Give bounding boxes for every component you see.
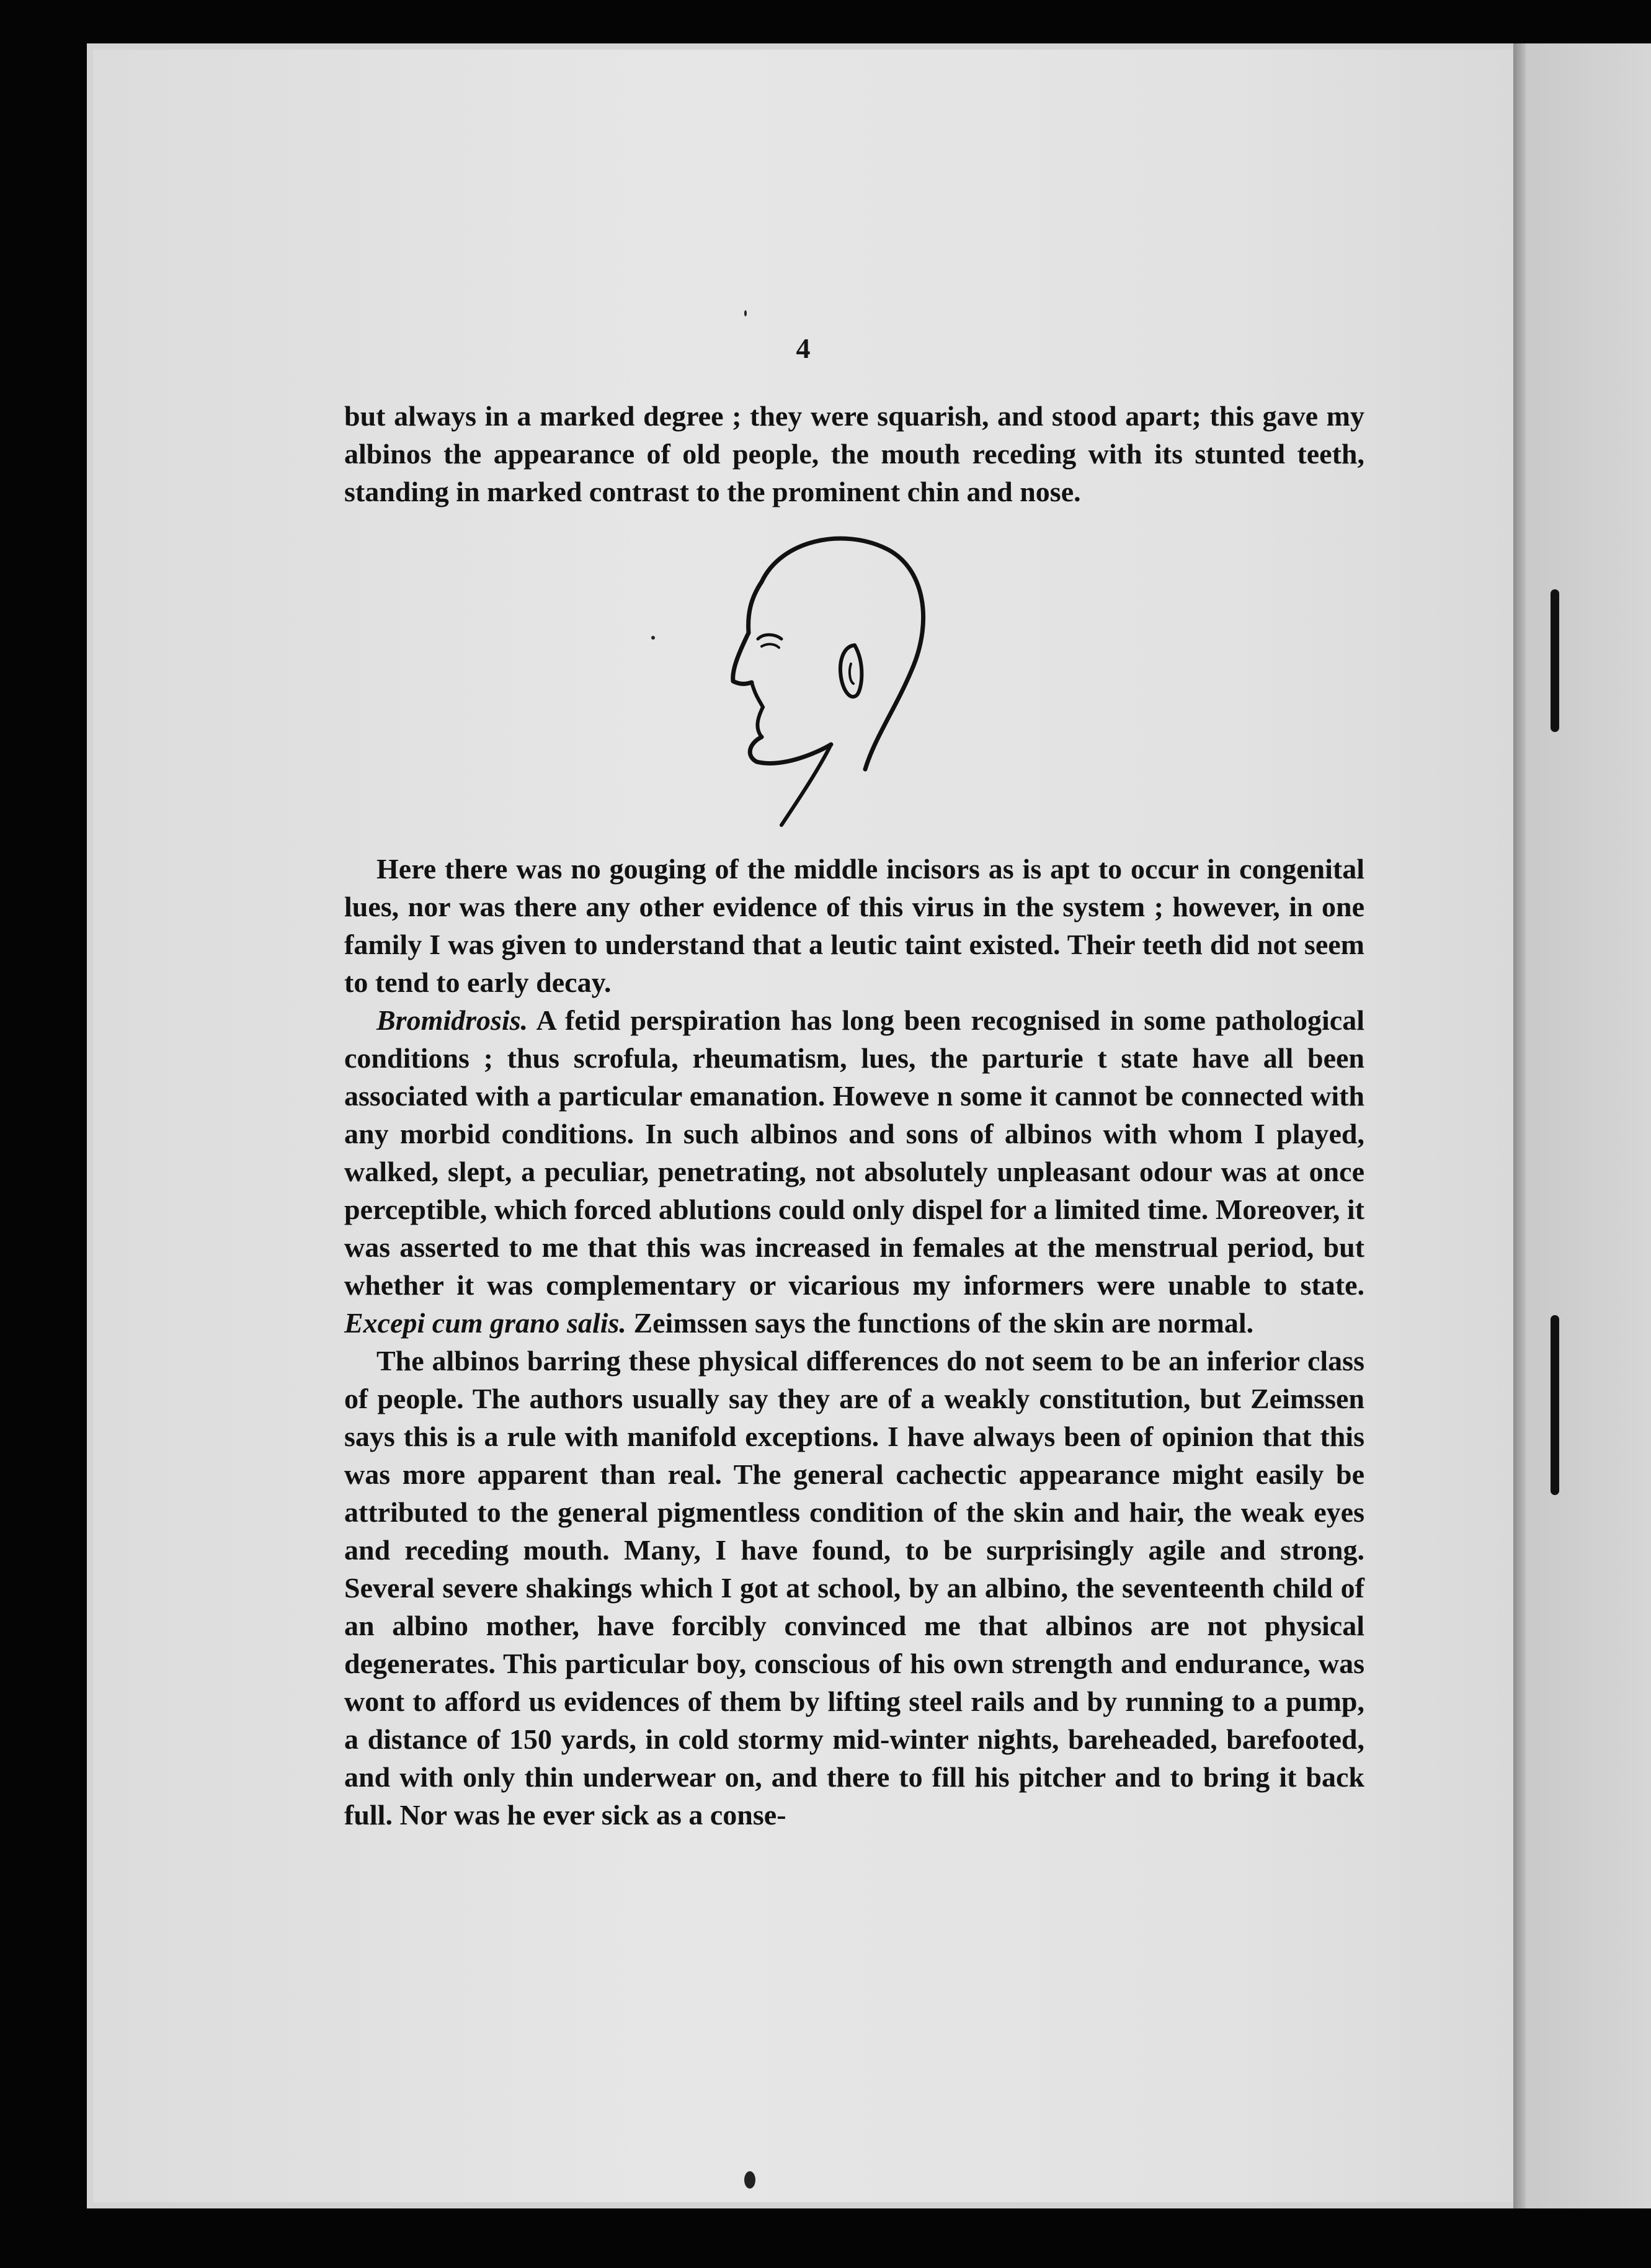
paragraph-bromidrosis [344, 1001, 1364, 1342]
scan-speck [744, 2171, 755, 2189]
book-page [93, 50, 1513, 2202]
top-paragraph: but always in a marked degree ; they were squarish, and stood apart; this gave my albinos the appearance of old people, the mouth receding with its stunted teeth, standing in marked contrast to the prominent chin and nose. [344, 400, 1364, 507]
scanned-page-frame [87, 43, 1651, 2208]
bromidrosis-heading: Bromidrosis. [376, 1004, 528, 1036]
page-gutter [1513, 43, 1526, 2208]
adjacent-page-edge [1526, 43, 1651, 2208]
top-paragraph-block [344, 397, 1364, 511]
paragraph-incisors: Here there was no gouging of the middle incisors as is apt to occur in congenital lues, nor was there any other evidence of this virus in the system ; however, in one family I was given to understand that a leutic taint existed. Their teeth did not seem to tend to early decay. [344, 853, 1364, 998]
bleed-through-mark [1551, 1315, 1559, 1495]
head-profile-sketch-icon [688, 515, 949, 850]
body-text-block [344, 850, 1364, 1834]
scan-speck [651, 636, 655, 640]
page-number: 4 [796, 333, 811, 364]
bromidrosis-text-b: Zeimssen says the functions of the skin are normal. [626, 1307, 1254, 1339]
bromidrosis-text-a: A fetid perspiration has long been recognised in some pathological conditions ; thus scrofula, rheumatism, lues, the parturie t state have all been associated with a particular emanation. Howeve n some it cannot be connected with any morbid conditions. In such albinos and sons of albinos with whom I played, walked, slept, a peculiar, penetrating, not absolutely unpleasant odour was at once perceptible, which forced ablutions could only dispel for a limited time. Moreover, it was asserted to me that this was increased in females at the menstrual period, but whether it was complementary or vicarious my informers were unable to state. [344, 1004, 1364, 1301]
scan-speck [744, 310, 747, 316]
latin-phrase: Excepi cum grano salis. [344, 1307, 626, 1339]
paragraph-albino-strength: The albinos barring these physical differences do not seem to be an inferior class of people. The authors usually say they are of a weakly constitution, but Zeimssen says this is a rule with manifold exceptions. I have always been of opinion that this was more apparent than real. The general cachectic appearance might easily be attributed to the general pigmentless condition of the skin and hair, the weak eyes and receding mouth. Many, I have found, to be surprisingly agile and strong. Several severe shakings which I got at school, by an albino, the seventeenth child of an albino mother, have forcibly convinced me that albinos are not physical degenerates. This particular boy, conscious of his own strength and endurance, was wont to afford us evidences of them by lifting steel rails and by running to a pump, a distance of 150 yards, in cold stormy mid-winter nights, bareheaded, barefooted, and with only thin underwear on, and there to fill his pitcher and to bring it back full. Nor was he ever sick as a conse- [344, 1345, 1364, 1831]
bleed-through-mark [1551, 589, 1559, 732]
